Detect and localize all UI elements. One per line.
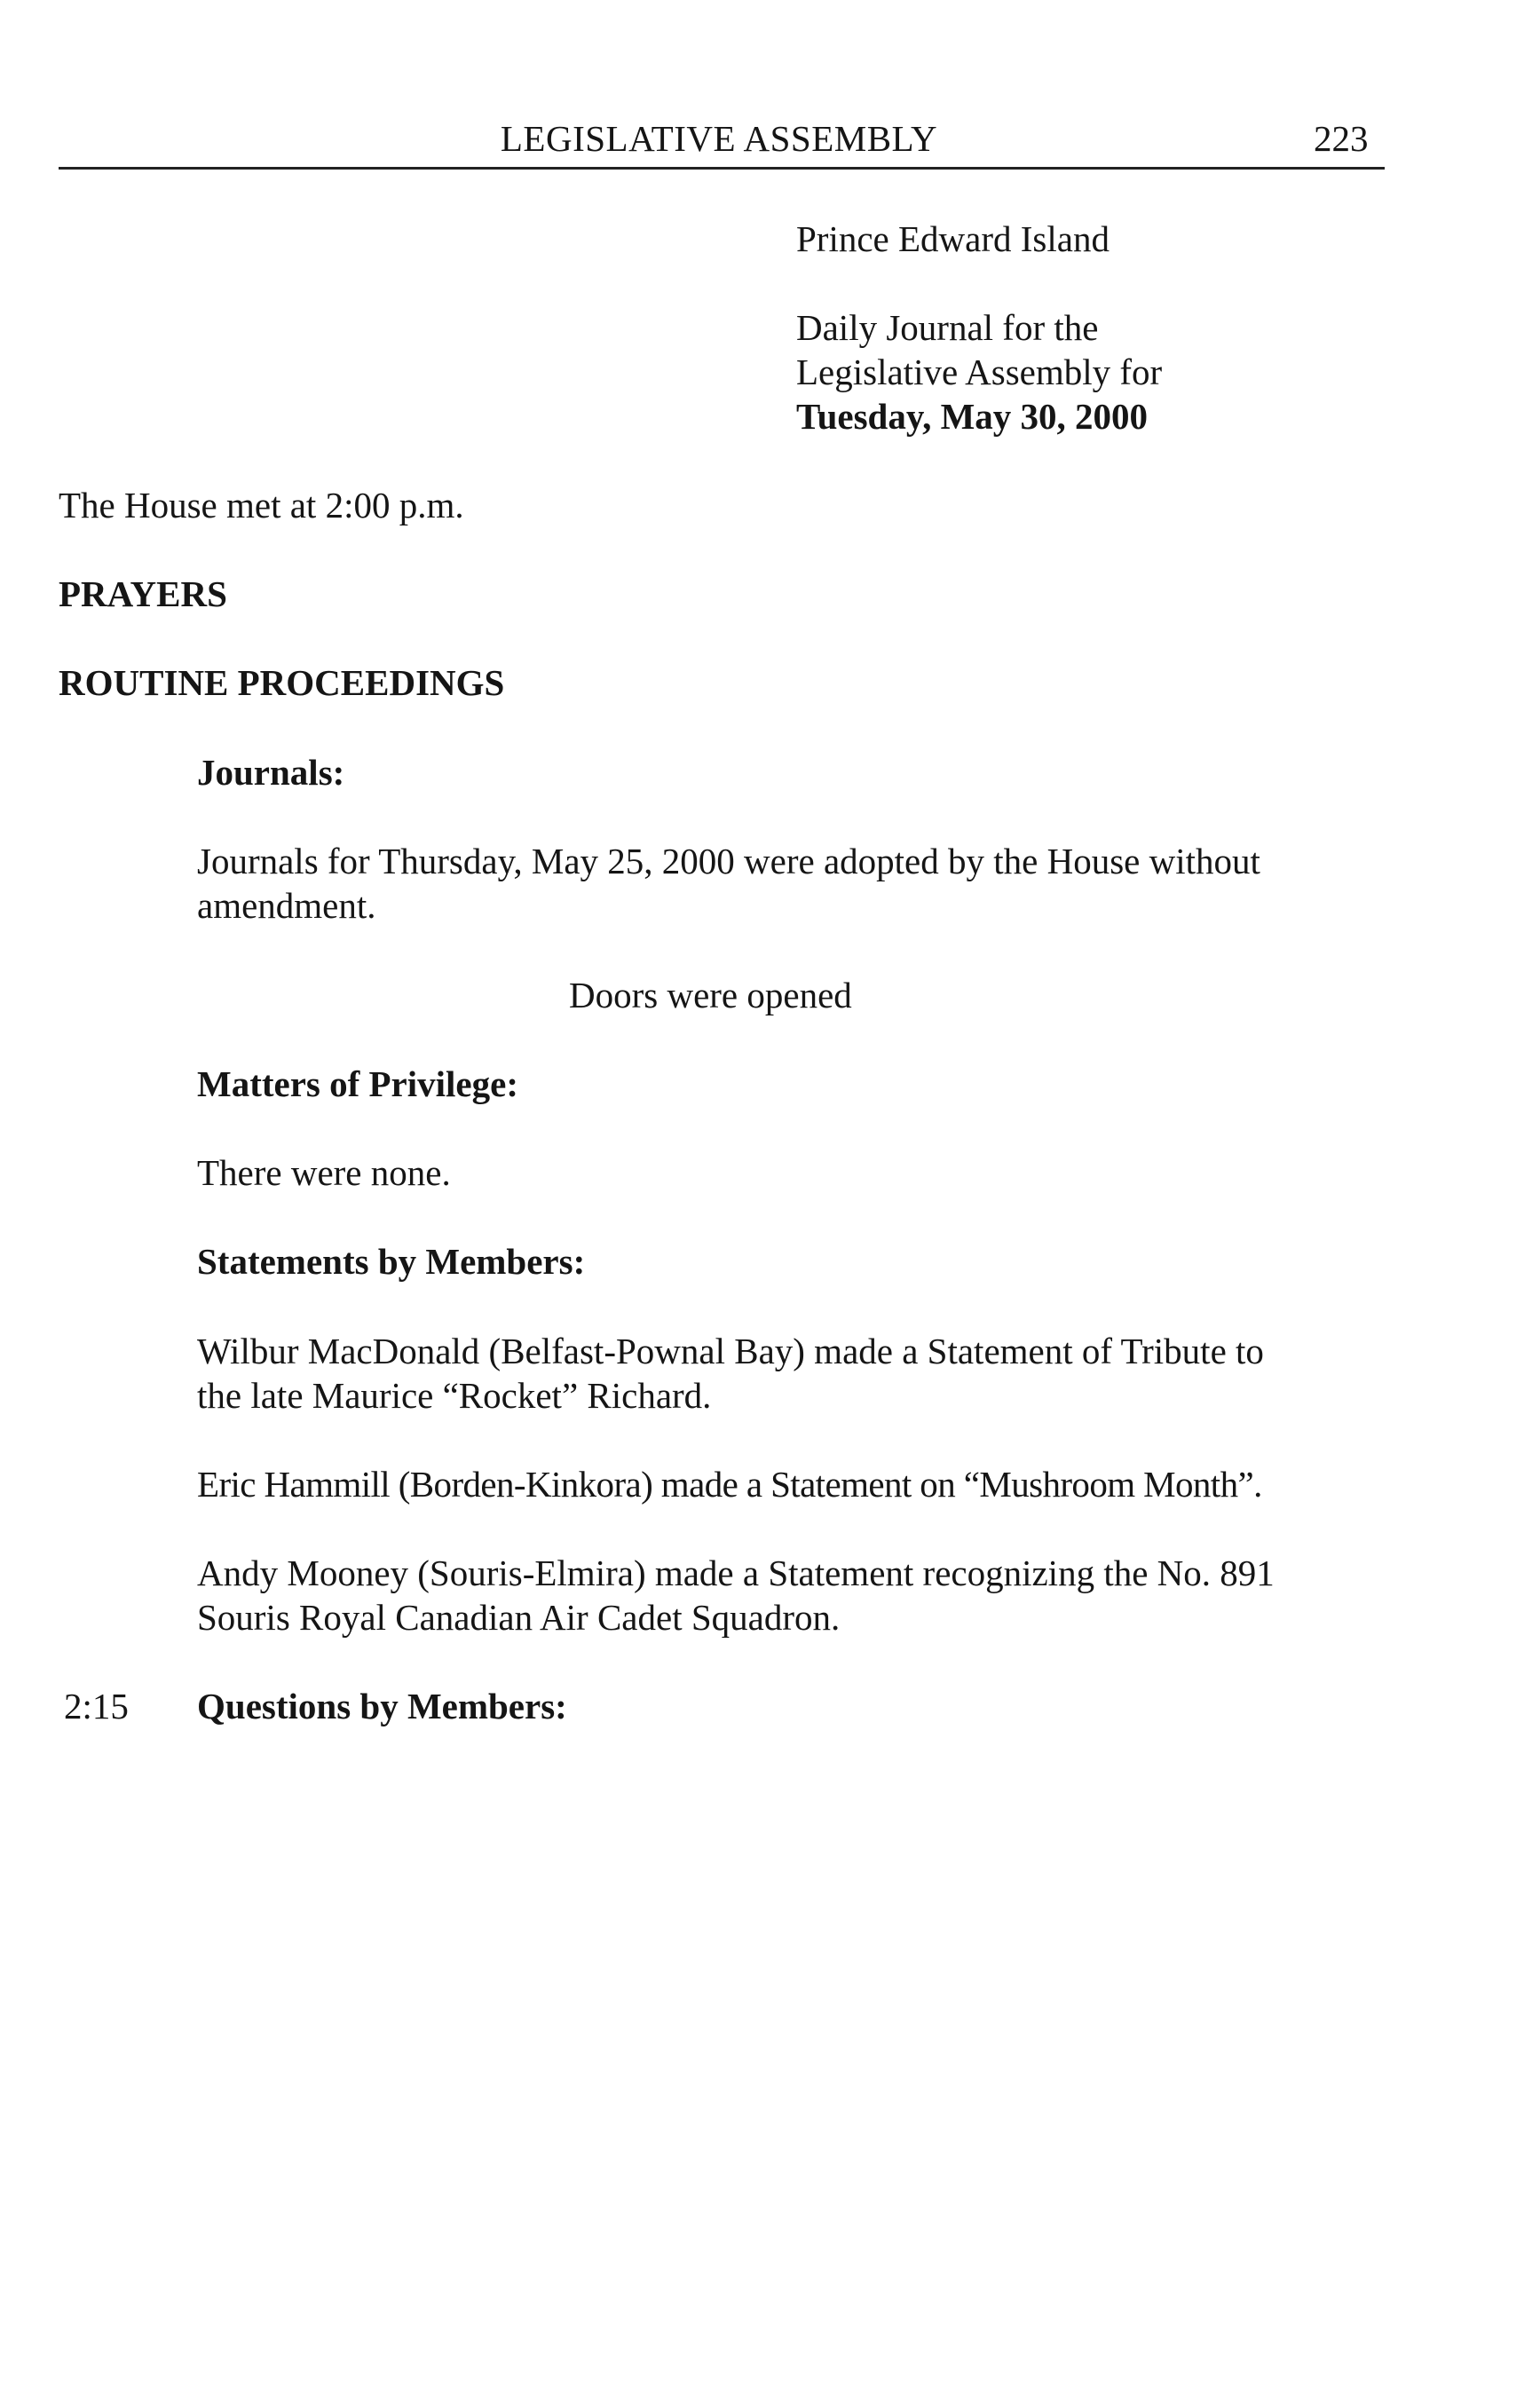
statement-item-line2: Souris Royal Canadian Air Cadet Squadron.: [197, 1597, 841, 1638]
journal-date: Tuesday, May 30, 2000: [796, 396, 1149, 437]
privilege-heading: Matters of Privilege:: [197, 1063, 518, 1104]
questions-heading: Questions by Members:: [197, 1686, 567, 1726]
page-number: 223: [1314, 118, 1369, 159]
statement-item-line1: Wilbur MacDonald (Belfast-Pownal Bay) made a Statement of Tribute to: [197, 1331, 1264, 1371]
privilege-text: There were none.: [197, 1152, 451, 1193]
journal-title-line1: Daily Journal for the: [796, 307, 1099, 348]
running-header-title: LEGISLATIVE ASSEMBLY: [500, 118, 938, 159]
doors-opened: Doors were opened: [569, 975, 852, 1015]
house-met-line: The House met at 2:00 p.m.: [59, 485, 464, 525]
questions-time: 2:15: [64, 1686, 129, 1726]
province-name: Prince Edward Island: [796, 218, 1110, 259]
journals-text-line1: Journals for Thursday, May 25, 2000 were adopted by the House without: [197, 841, 1260, 881]
journal-title-line2: Legislative Assembly for: [796, 352, 1163, 392]
statements-heading: Statements by Members:: [197, 1241, 586, 1282]
statement-item-line1: Eric Hammill (Borden-Kinkora) made a Statement on “Mushroom Month”.: [197, 1464, 1262, 1505]
header-rule: [59, 167, 1385, 170]
routine-proceedings-heading: ROUTINE PROCEEDINGS: [59, 662, 505, 703]
statement-item-line2: the late Maurice “Rocket” Richard.: [197, 1375, 712, 1416]
prayers-heading: PRAYERS: [59, 573, 227, 614]
journals-heading: Journals:: [197, 752, 345, 793]
journals-text-line2: amendment.: [197, 885, 376, 926]
statement-item-line1: Andy Mooney (Souris-Elmira) made a Statement recognizing the No. 891: [197, 1553, 1275, 1593]
